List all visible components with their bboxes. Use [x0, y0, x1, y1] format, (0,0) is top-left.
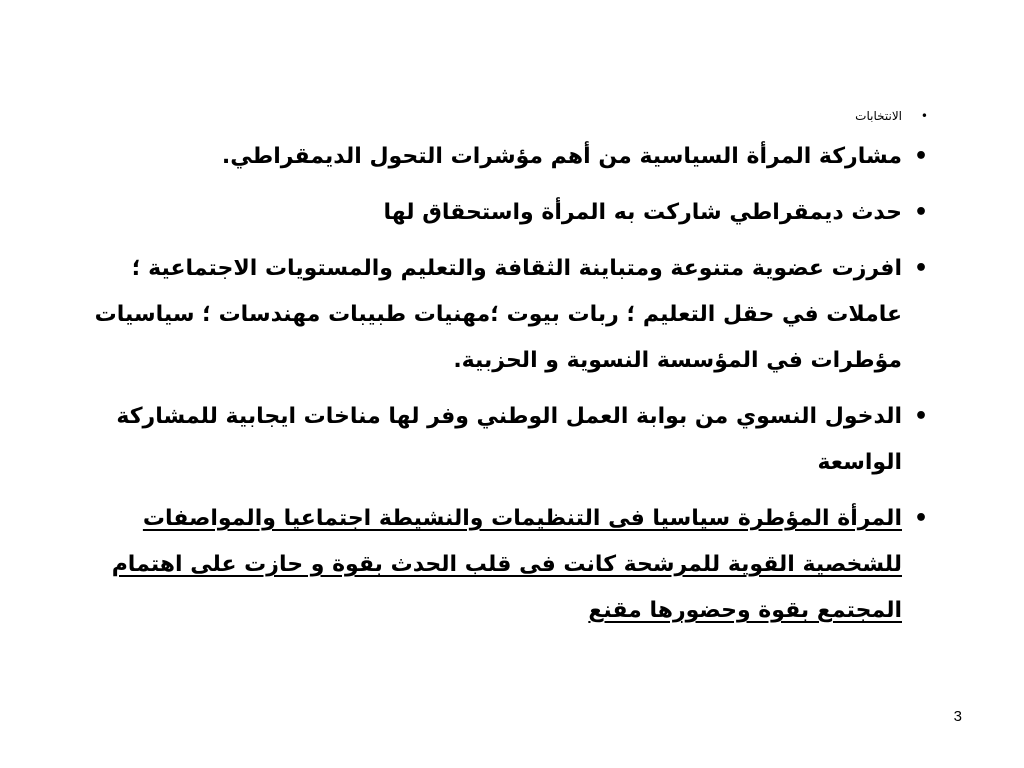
page-number: 3 [953, 708, 962, 725]
bullet-icon: • [913, 404, 928, 429]
bullet-list [72, 106, 928, 644]
bullet-icon: • [913, 144, 928, 169]
bullet-item-national-work [72, 394, 928, 486]
bullet-item-membership [72, 246, 928, 384]
bullet-text: الدخول النسوي من بوابة العمل الوطني وفر لها مناخات ايجابية للمشاركة الواسعة [116, 404, 902, 475]
bullet-text: افرزت عضوية متنوعة ومتباينة الثقافة والتعليم والمستويات الاجتماعية ؛ عاملات في حقل التعليم ؛ ربات بيوت ؛مهنيات طبيبات مهندسات ؛ سياسيات مؤطرات في المؤسسة النسوية و الحزبية. [94, 256, 902, 373]
bullet-icon: • [913, 506, 928, 531]
bullet-item-democratic-event [72, 190, 928, 236]
bullet-text: مشاركة المرأة السياسية من أهم مؤشرات التحول الديمقراطي. [221, 144, 902, 169]
bullet-item-participation [72, 134, 928, 180]
bullet-icon: • [913, 256, 928, 281]
bullet-item-framed-woman [72, 496, 928, 634]
bullet-icon: • [913, 200, 928, 225]
bullet-item-elections [72, 106, 928, 126]
bullet-text: الانتخابات [855, 109, 902, 123]
bullet-text: حدث ديمقراطي شاركت به المرأة واستحقاق لها [383, 200, 902, 225]
bullet-text-underlined: المرأة المؤطرة سياسيا فى التنظيمات والنشيطة اجتماعيا والمواصفات للشخصية القوية للمرشحة كانت فى قلب الحدث بقوة و حازت على اهتمام المجتمع بقوة وحضورها مقنع [111, 506, 902, 623]
bullet-icon: • [920, 109, 928, 123]
